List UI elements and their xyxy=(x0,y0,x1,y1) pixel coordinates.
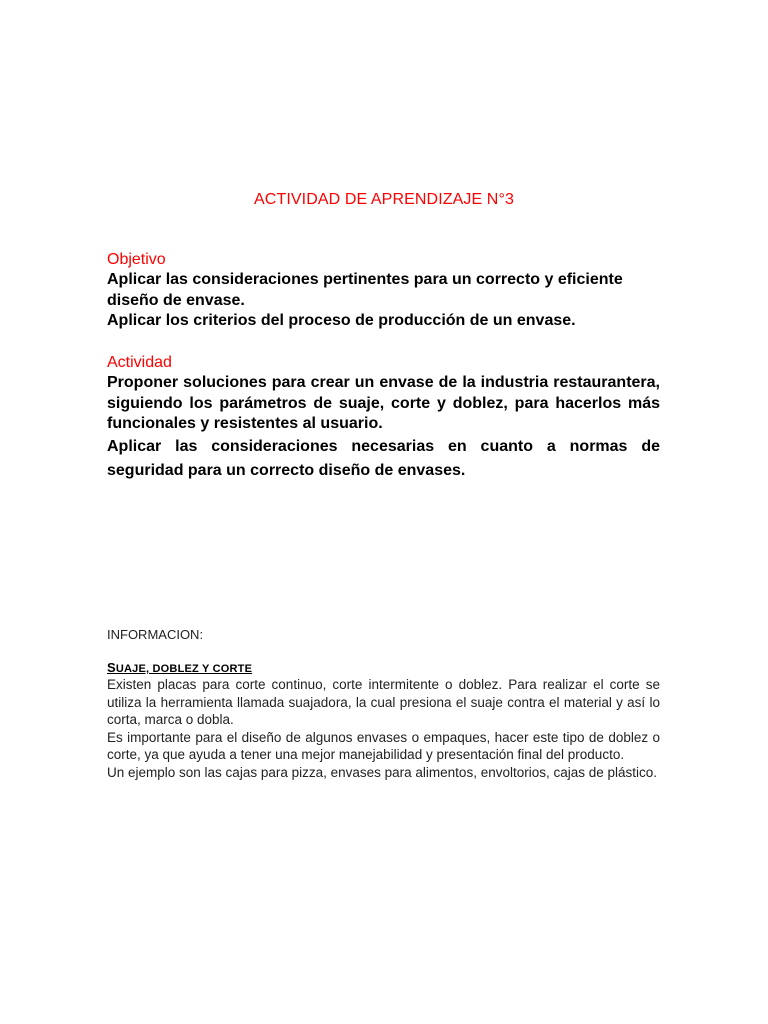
informacion-paragraph-2: Es importante para el diseño de algunos envases o empaques, hacer este tipo de doblez o corte, ya que ayuda a tener una mejor manejabilidad y presentación final del producto. xyxy=(107,729,660,762)
objetivo-paragraph-2: Aplicar los criterios del proceso de producción de un envase. xyxy=(107,312,576,329)
actividad-paragraph-1: Proponer soluciones para crear un envase de la industria restaurantera, siguiendo los parámetros de suaje, corte y doblez, para hacerlos más funcionales y resistentes al usuario. xyxy=(107,374,660,432)
actividad-paragraph-2: Aplicar las consideraciones necesarias en cuanto a normas de seguridad para un correcto diseño de envases. xyxy=(107,437,660,479)
page-title: ACTIVIDAD DE APRENDIZAJE N°3 xyxy=(254,191,514,208)
informacion-label: INFORMACION: xyxy=(107,627,204,642)
objetivo-heading: Objetivo xyxy=(107,251,166,268)
informacion-paragraph-3: Un ejemplo son las cajas para pizza, envases para alimentos, envoltorios, cajas de plástico. xyxy=(107,764,658,780)
actividad-section xyxy=(107,353,660,483)
suaje-heading xyxy=(107,661,660,676)
suaje-heading-initial: S xyxy=(107,660,116,675)
suaje-heading-rest: UAJE, DOBLEZ Y CORTE xyxy=(115,663,253,675)
informacion-section xyxy=(107,627,660,781)
objetivo-paragraph-1: Aplicar las consideraciones pertinentes para un correcto y eficiente diseño de envase. xyxy=(107,271,623,309)
objetivo-section xyxy=(107,250,660,332)
informacion-paragraph-1: Existen placas para corte continuo, corte intermitente o doblez. Para realizar el corte se utiliza la herramienta llamada suajadora, la cual presiona el suaje contra el material y así lo corta, marca o dobla. xyxy=(107,677,660,727)
actividad-heading: Actividad xyxy=(107,354,172,371)
